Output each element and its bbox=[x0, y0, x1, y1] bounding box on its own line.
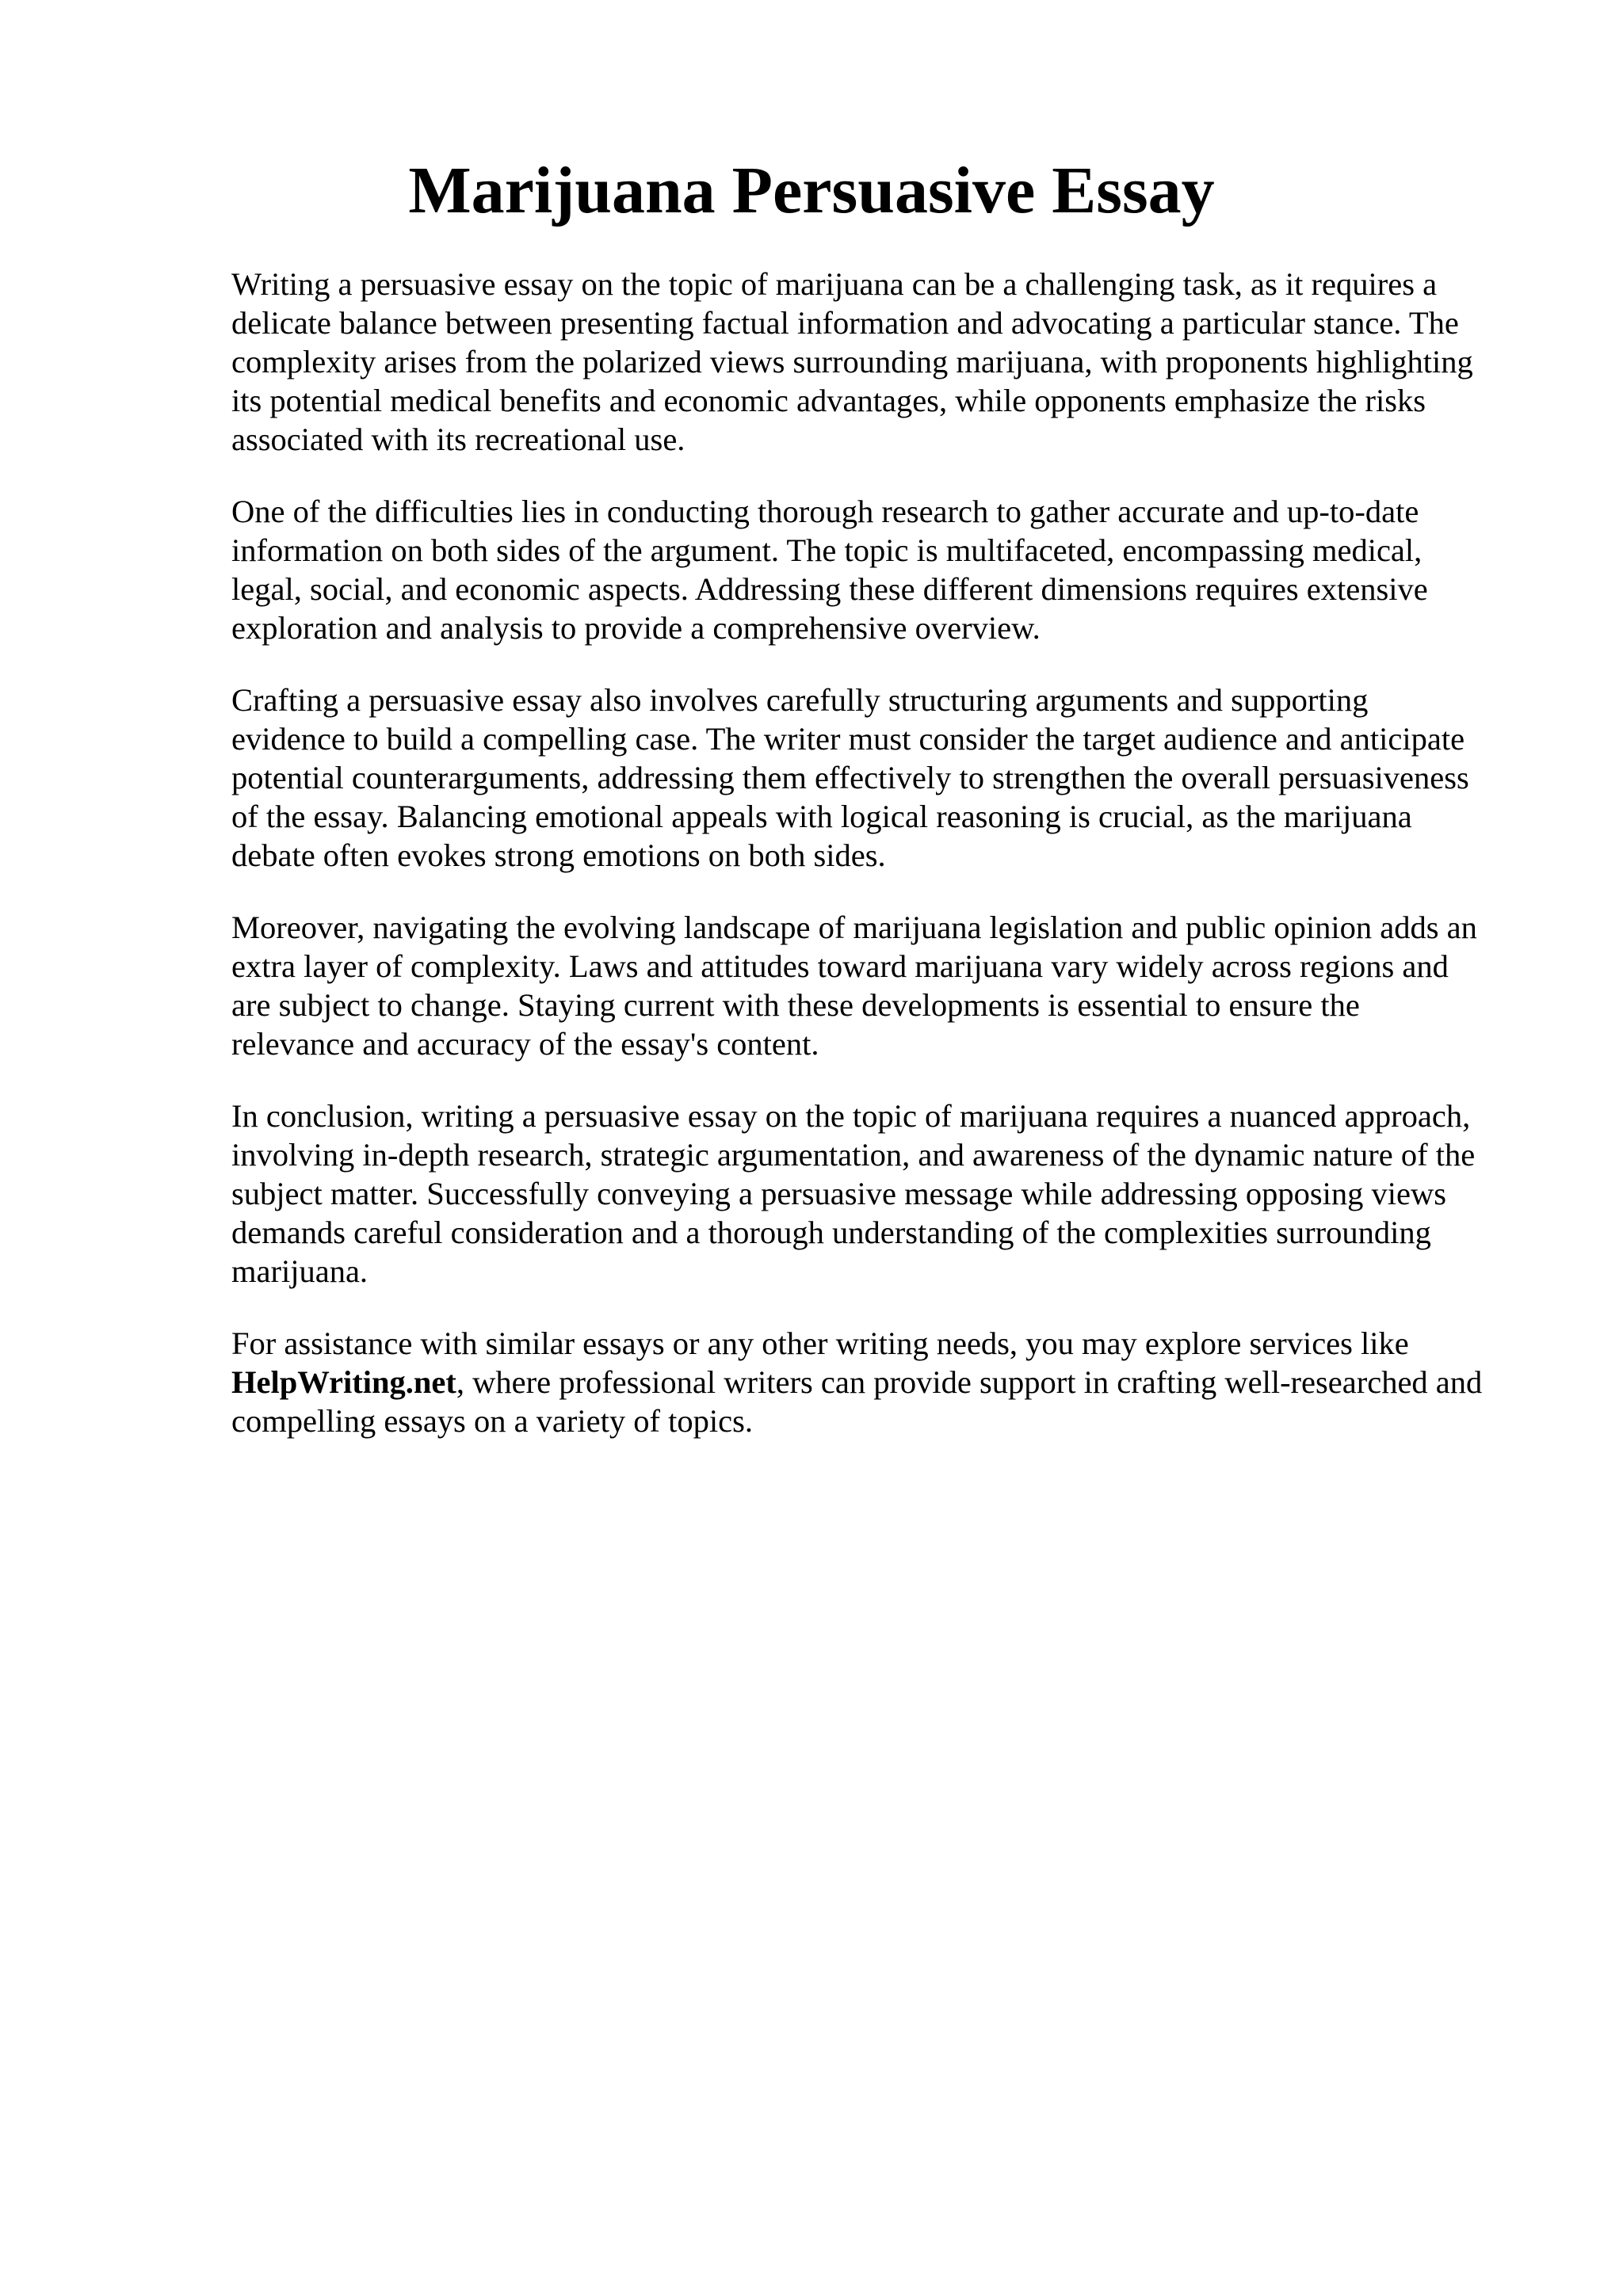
paragraph-5 bbox=[231, 1097, 1515, 1291]
paragraph-line: relevance and accuracy of the essay's content. bbox=[231, 1026, 819, 1062]
paragraph-line: Crafting a persuasive essay also involves carefully structuring arguments and supporting bbox=[231, 682, 1369, 718]
paragraph-1 bbox=[231, 265, 1515, 459]
paragraph-line: One of the difficulties lies in conducting thorough research to gather accurate and up-to-date bbox=[231, 494, 1419, 529]
paragraph-line: debate often evokes strong emotions on both sides. bbox=[231, 837, 886, 873]
paragraph-line: are subject to change. Staying current with these developments is essential to ensure the bbox=[231, 987, 1360, 1023]
paragraph-line: legal, social, and economic aspects. Addressing these different dimensions requires extensive bbox=[231, 571, 1428, 607]
document-body bbox=[231, 265, 1515, 1474]
paragraph-line: Writing a persuasive essay on the topic of marijuana can be a challenging task, as it requires a bbox=[231, 266, 1438, 302]
paragraph-line: evidence to build a compelling case. The writer must consider the target audience and anticipate bbox=[231, 721, 1465, 757]
paragraph-2 bbox=[231, 492, 1515, 647]
paragraph-line: compelling essays on a variety of topics. bbox=[231, 1403, 753, 1439]
paragraph-line: delicate balance between presenting factual information and advocating a particular stance. The bbox=[231, 305, 1459, 341]
paragraph-line: demands careful consideration and a thorough understanding of the complexities surrounding bbox=[231, 1215, 1431, 1250]
document-title: Marijuana Persuasive Essay bbox=[408, 154, 1215, 227]
paragraph-line: information on both sides of the argument. The topic is multifaceted, encompassing medical, bbox=[231, 532, 1423, 568]
paragraph-line: its potential medical benefits and economic advantages, while opponents emphasize the risks bbox=[231, 383, 1426, 418]
paragraph-line: Moreover, navigating the evolving landscape of marijuana legislation and public opinion adds an bbox=[231, 910, 1477, 945]
paragraph-3 bbox=[231, 681, 1515, 875]
paragraph-line: In conclusion, writing a persuasive essay on the topic of marijuana requires a nuanced approach, bbox=[231, 1098, 1471, 1134]
paragraph-line: For assistance with similar essays or any other writing needs, you may explore services like bbox=[231, 1325, 1409, 1361]
paragraph-line: exploration and analysis to provide a comprehensive overview. bbox=[231, 610, 1041, 646]
paragraph-line-rest: , where professional writers can provide support in crafting well-researched and bbox=[456, 1364, 1483, 1400]
paragraph-line: subject matter. Successfully conveying a persuasive message while addressing opposing views bbox=[231, 1176, 1447, 1211]
closing-paragraph bbox=[231, 1324, 1515, 1440]
brand-name: HelpWriting.net bbox=[231, 1364, 456, 1400]
paragraph-line: of the essay. Balancing emotional appeals with logical reasoning is crucial, as the marijuana bbox=[231, 799, 1412, 834]
paragraph-line: potential counterarguments, addressing them effectively to strengthen the overall persuasiveness bbox=[231, 760, 1469, 795]
paragraph-line: marijuana. bbox=[231, 1253, 369, 1289]
paragraph-4 bbox=[231, 908, 1515, 1063]
paragraph-line: complexity arises from the polarized views surrounding marijuana, with proponents highlighting bbox=[231, 344, 1473, 379]
paragraph-line bbox=[231, 1363, 1515, 1402]
paragraph-line: extra layer of complexity. Laws and attitudes toward marijuana vary widely across regions and bbox=[231, 948, 1449, 984]
paragraph-line: involving in-depth research, strategic argumentation, and awareness of the dynamic nature of the bbox=[231, 1137, 1476, 1173]
paragraph-line: associated with its recreational use. bbox=[231, 421, 685, 457]
